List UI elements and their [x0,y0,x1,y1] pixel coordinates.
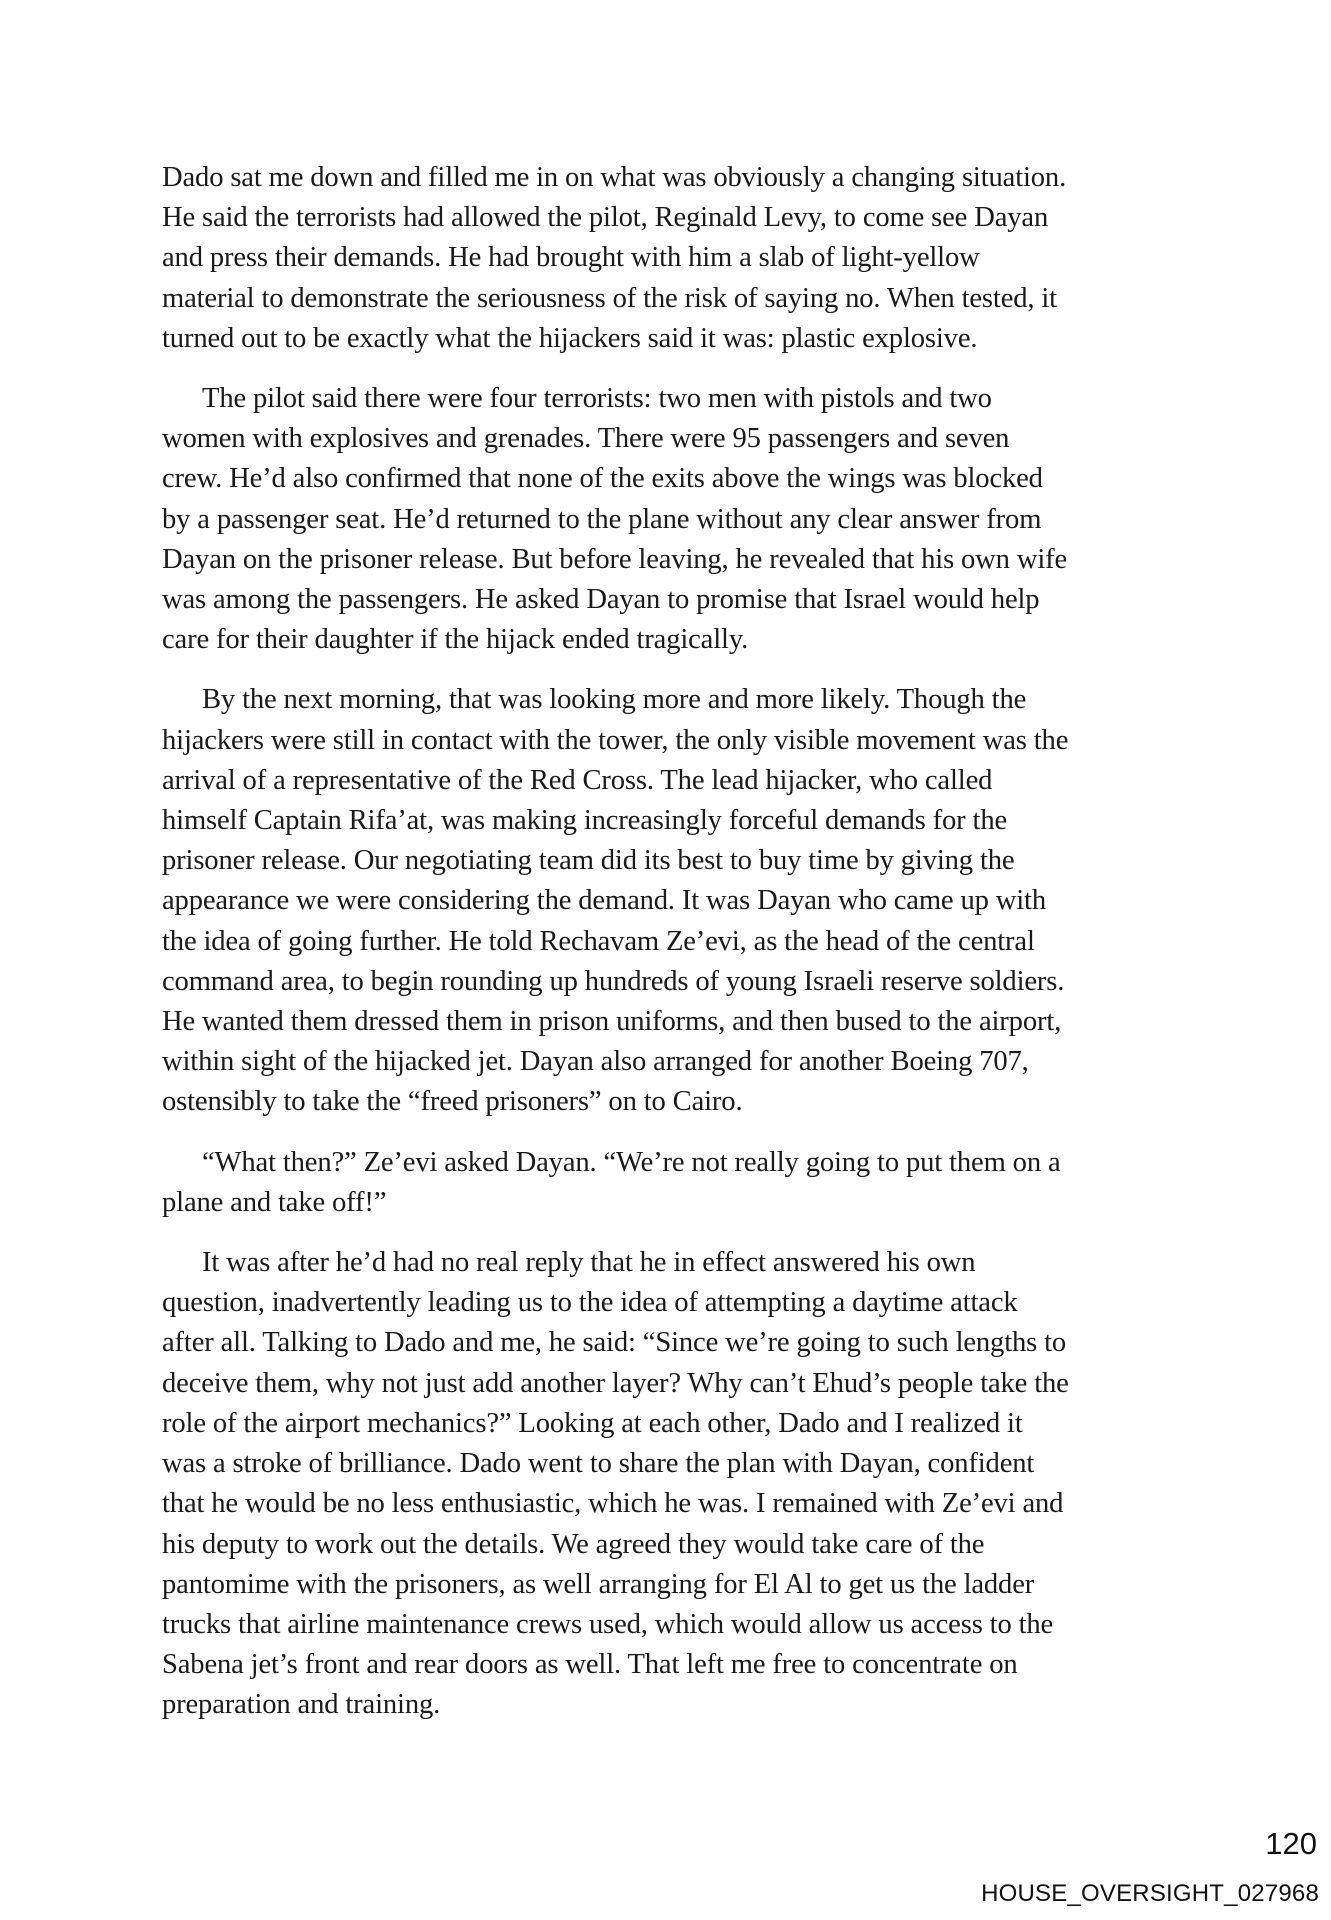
body-text [162,158,1202,1746]
paragraph-5 [162,1243,1202,1725]
text-line: hijackers were still in contact with the tower, the only visible movement was the [162,724,1069,756]
text-line: command area, to begin rounding up hundreds of young Israeli reserve soldiers. [162,965,1065,997]
text-line: within sight of the hijacked jet. Dayan also arranged for another Boeing 707, [162,1046,1029,1078]
text-line: question, inadvertently leading us to the idea of attempting a daytime attack [162,1287,1018,1319]
text-line: prisoner release. Our negotiating team did its best to buy time by giving the [162,845,1015,877]
paragraph-3 [162,680,1202,1122]
text-line: crew. He’d also confirmed that none of the exits above the wings was blocked [162,463,1043,495]
text-line: trucks that airline maintenance crews used, which would allow us access to the [162,1608,1054,1640]
text-line: It was after he’d had no real reply that he in effect answered his own [202,1247,976,1279]
text-line: by a passenger seat. He’d returned to the plane without any clear answer from [162,503,1042,535]
text-line: women with explosives and grenades. There were 95 passengers and seven [162,423,1010,455]
text-line: the idea of going further. He told Rechavam Ze’evi, as the head of the central [162,925,1035,957]
text-line: was among the passengers. He asked Dayan to promise that Israel would help [162,584,1040,616]
text-line: turned out to be exactly what the hijackers said it was: plastic explosive. [162,322,978,354]
text-line: “What then?” Ze’evi asked Dayan. “We’re not really going to put them on a [202,1146,1061,1178]
text-line: role of the airport mechanics?” Looking at each other, Dado and I realized it [162,1407,1023,1439]
text-line: after all. Talking to Dado and me, he said: “Since we’re going to such lengths to [162,1327,1067,1359]
paragraph-2 [162,379,1202,660]
text-line: material to demonstrate the seriousness of the risk of saying no. When tested, it [162,282,1057,314]
text-line: ostensibly to take the “freed prisoners” on to Cairo. [162,1086,743,1118]
text-line: care for their daughter if the hijack ended tragically. [162,624,749,656]
text-line: pantomime with the prisoners, as well arranging for El Al to get us the ladder [162,1568,1035,1600]
page-number: 120 [1265,1826,1317,1861]
paragraph-1 [162,158,1202,359]
text-line: The pilot said there were four terrorists: two men with pistols and two [202,383,992,415]
text-line: preparation and training. [162,1689,441,1721]
text-line: arrival of a representative of the Red Cross. The lead hijacker, who called [162,764,993,796]
text-line: He said the terrorists had allowed the pilot, Reginald Levy, to come see Dayan [162,202,1049,234]
text-line: Sabena jet’s front and rear doors as well. That left me free to concentrate on [162,1649,1018,1681]
text-line: that he would be no less enthusiastic, which he was. I remained with Ze’evi and [162,1488,1064,1520]
text-line: Dayan on the prisoner release. But before leaving, he revealed that his own wife [162,543,1068,575]
text-line: and press their demands. He had brought with him a slab of light-yellow [162,242,980,274]
text-line: himself Captain Rifa’at, was making increasingly forceful demands for the [162,805,1008,837]
bates-number: HOUSE_OVERSIGHT_027968 [981,1880,1319,1907]
paragraph-4 [162,1143,1202,1223]
text-line: was a stroke of brilliance. Dado went to share the plan with Dayan, confident [162,1448,1035,1480]
text-line: plane and take off!” [162,1186,387,1218]
text-line: Dado sat me down and filled me in on what was obviously a changing situation. [162,162,1067,193]
text-line: appearance we were considering the demand. It was Dayan who came up with [162,885,1046,917]
text-line: his deputy to work out the details. We agreed they would take care of the [162,1528,985,1560]
text-line: deceive them, why not just add another layer? Why can’t Ehud’s people take the [162,1367,1069,1399]
text-line: By the next morning, that was looking more and more likely. Though the [202,684,1027,716]
text-line: He wanted them dressed them in prison uniforms, and then bused to the airport, [162,1006,1062,1038]
